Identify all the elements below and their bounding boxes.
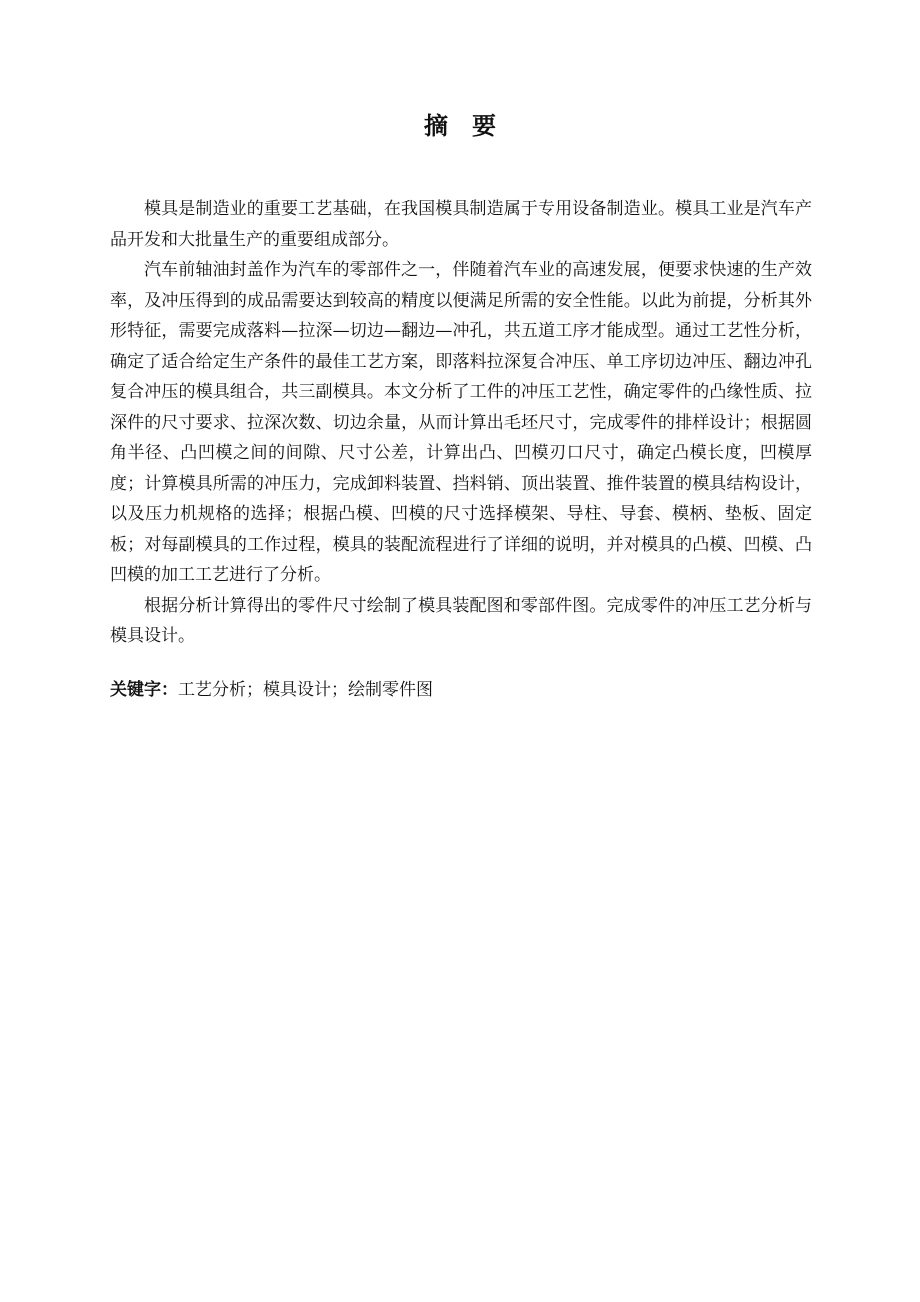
abstract-body: [110, 194, 812, 652]
title-char-2: 要: [472, 112, 496, 140]
title-char-1: 摘: [424, 112, 448, 140]
keywords-value: 工艺分析；模具设计；绘制零件图: [178, 680, 433, 700]
abstract-paragraph-2: 汽车前轴油封盖作为汽车的零部件之一，伴随着汽车业的高速发展，便要求快速的生产效率，及冲压得到的成品需要达到较高的精度以便满足所需的安全性能。以此为前提，分析其外形特征，需要完成落料—拉深—切边—翻边—冲孔，共五道工序才能成型。通过工艺性分析，确定了适合给定生产条件的最佳工艺方案，即落料拉深复合冲压、单工序切边冲压、翻边冲孔复合冲压的模具组合，共三副模具。本文分析了工件的冲压工艺性，确定零件的凸缘性质、拉深件的尺寸要求、拉深次数、切边余量，从而计算出毛坯尺寸，完成零件的排样设计；根据圆角半径、凸凹模之间的间隙、尺寸公差，计算出凸、凹模刃口尺寸，确定凸模长度，凹模厚度；计算模具所需的冲压力，完成卸料装置、挡料销、顶出装置、推件装置的模具结构设计，以及压力机规格的选择；根据凸模、凹模的尺寸选择模架、导柱、导套、模柄、垫板、固定板；对每副模具的工作过程，模具的装配流程进行了详细的说明，并对模具的凸模、凹模、凸凹模的加工工艺进行了分析。: [110, 260, 812, 585]
keywords-label: 关键字：: [110, 680, 178, 700]
keywords-line: [110, 677, 812, 703]
abstract-paragraph-3: 根据分析计算得出的零件尺寸绘制了模具装配图和零部件图。完成零件的冲压工艺分析与模具设计。: [110, 595, 812, 646]
page-title: [0, 108, 920, 144]
abstract-paragraph-1: 模具是制造业的重要工艺基础，在我国模具制造属于专用设备制造业。模具工业是汽车产品开发和大批量生产的重要组成部分。: [110, 199, 812, 250]
